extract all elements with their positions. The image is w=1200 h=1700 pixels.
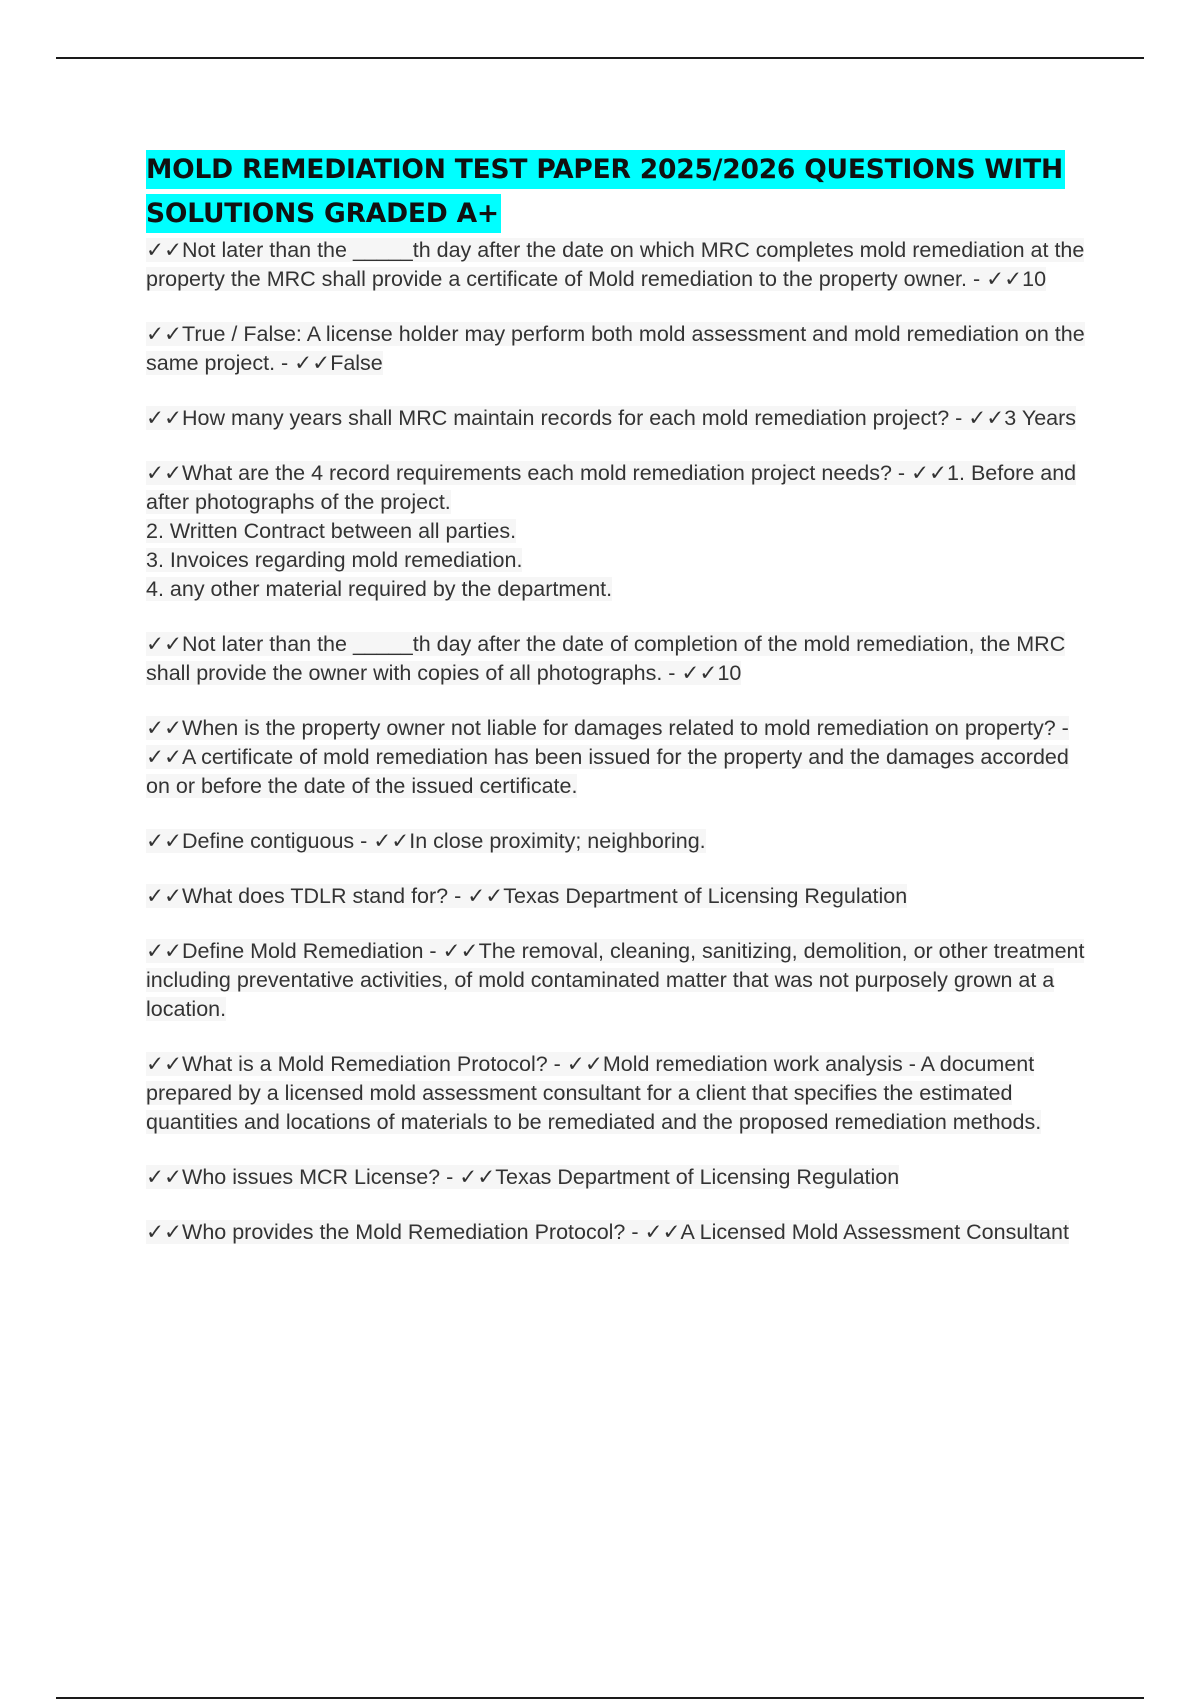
qa-item [146, 827, 1096, 856]
qa-text: ✓✓Not later than the _____th day after the date on which MRC completes mold remediation at the property the MRC shall provide a certificate of Mold remediation to the property owner. - ✓✓10 [146, 238, 1085, 291]
qa-text: ✓✓Define Mold Remediation - ✓✓The removal, cleaning, sanitizing, demolition, or other treatment including preventative activities, of mold contaminated matter that was not purposely grown at a location. [146, 939, 1085, 1021]
qa-item [146, 459, 1096, 604]
bottom-rule [56, 1697, 1144, 1699]
qa-item [146, 1050, 1096, 1137]
qa-item [146, 404, 1096, 433]
qa-item [146, 236, 1096, 294]
qa-text: ✓✓Who issues MCR License? - ✓✓Texas Department of Licensing Regulation [146, 1165, 900, 1189]
qa-text: ✓✓True / False: A license holder may perform both mold assessment and mold remediation on the same project. - ✓✓False [146, 322, 1085, 375]
qa-text: ✓✓What does TDLR stand for? - ✓✓Texas Department of Licensing Regulation [146, 884, 908, 908]
qa-item [146, 630, 1096, 688]
qa-text: ✓✓What is a Mold Remediation Protocol? - ✓✓Mold remediation work analysis - A document prepared by a licensed mold assessment consultant for a client that specifies the estimated quantities and locations of materials to be remediated and the proposed remediation methods. [146, 1052, 1042, 1134]
document-title [146, 148, 1096, 236]
qa-text: ✓✓How many years shall MRC maintain records for each mold remediation project? - ✓✓3 Years [146, 406, 1077, 430]
qa-item [146, 714, 1096, 801]
document-page [146, 148, 1096, 1273]
qa-list [146, 236, 1096, 1247]
qa-item [146, 937, 1096, 1024]
qa-text: ✓✓Who provides the Mold Remediation Protocol? - ✓✓A Licensed Mold Assessment Consultant [146, 1220, 1069, 1244]
document-title-text: MOLD REMEDIATION TEST PAPER 2025/2026 QUESTIONS WITH SOLUTIONS GRADED A+ [146, 150, 1065, 233]
qa-text: ✓✓Define contiguous - ✓✓In close proximity; neighboring. [146, 829, 706, 853]
qa-item [146, 882, 1096, 911]
top-rule [56, 57, 1144, 59]
qa-text: ✓✓What are the 4 record requirements each mold remediation project needs? - ✓✓1. Before and after photographs of the project. 2. Written Contract between all parties. 3. Invoices regarding mold remediation. 4. any other material required by the department. [146, 461, 1077, 601]
qa-text: ✓✓Not later than the _____th day after the date of completion of the mold remediation, the MRC shall provide the owner with copies of all photographs. - ✓✓10 [146, 632, 1066, 685]
qa-item [146, 320, 1096, 378]
qa-item [146, 1218, 1096, 1247]
qa-text: ✓✓When is the property owner not liable for damages related to mold remediation on property? - ✓✓A certificate of mold remediation has been issued for the property and the damages accorded on or before the date of the issued certificate. [146, 716, 1069, 798]
qa-item [146, 1163, 1096, 1192]
